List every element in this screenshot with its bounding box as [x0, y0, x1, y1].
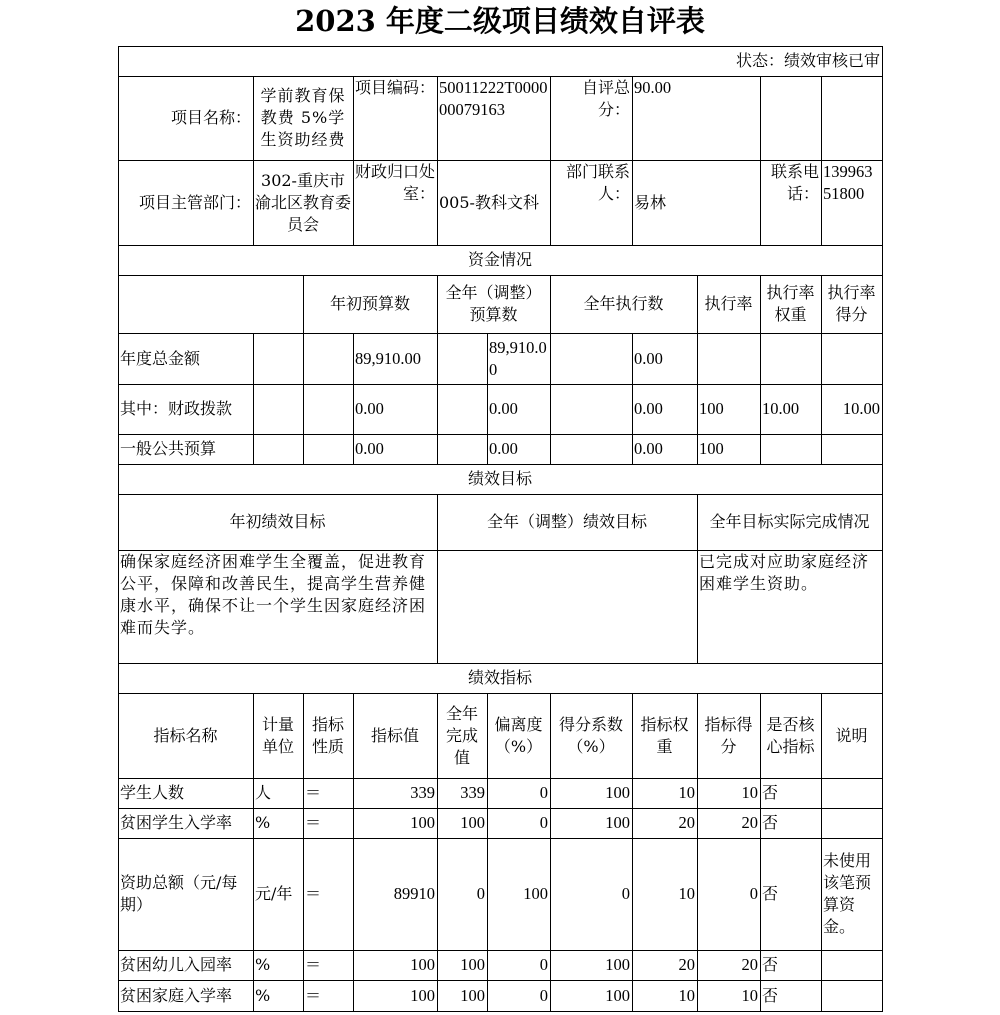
empty-cell [437, 384, 488, 435]
funds-header-initial: 年初预算数 [303, 275, 438, 334]
contact-label: 部门联系人： [550, 160, 633, 246]
finance-value: 005-教科文科 [437, 160, 551, 246]
indicator-done: 100 [437, 950, 488, 981]
indicator-unit: % [253, 950, 304, 981]
indicator-value: 100 [353, 950, 438, 981]
empty-cell [550, 384, 633, 435]
contact-value: 易林 [632, 160, 761, 246]
indicator-note: 未使用该笔预算资金。 [821, 838, 883, 951]
indicator-dev: 100 [487, 838, 551, 951]
indicator-header-done: 全年完成值 [437, 693, 488, 779]
funds-executed-value: 0.00 [632, 434, 698, 465]
funds-header-executed: 全年执行数 [550, 275, 698, 334]
indicator-done: 0 [437, 838, 488, 951]
empty-cell [118, 275, 304, 334]
indicator-note [821, 778, 883, 809]
indicator-header-nature: 指标性质 [303, 693, 354, 779]
goals-header-initial: 年初绩效目标 [118, 494, 438, 551]
goals-actual-text: 已完成对应助家庭经济困难学生资助。 [697, 550, 883, 664]
funds-adjusted-value: 0.00 [487, 434, 551, 465]
indicator-name: 学生人数 [118, 778, 254, 809]
empty-cell [303, 434, 354, 465]
indicator-header-dev: 偏离度（%） [487, 693, 551, 779]
goals-header-adjusted: 全年（调整）绩效目标 [437, 494, 698, 551]
funds-header-score: 执行率得分 [821, 275, 883, 334]
empty-cell [253, 384, 304, 435]
indicator-nature: ＝ [303, 778, 354, 809]
project-name-value: 学前教育保教费 5%学生资助经费 [253, 76, 354, 161]
indicator-weight: 10 [632, 838, 698, 951]
indicator-dev: 0 [487, 980, 551, 1012]
indicator-done: 100 [437, 808, 488, 839]
indicator-score: 10 [697, 778, 761, 809]
goals-adjusted-text [437, 550, 698, 664]
indicator-header-core: 是否核心指标 [760, 693, 822, 779]
indicator-unit: % [253, 980, 304, 1012]
page-title: 2023 年度二级项目绩效自评表 [295, 4, 705, 38]
indicator-dev: 0 [487, 778, 551, 809]
indicator-coef: 100 [550, 950, 633, 981]
indicator-name: 贫困幼儿入园率 [118, 950, 254, 981]
dept-value: 302-重庆市渝北区教育委员会 [253, 160, 354, 246]
indicator-note [821, 950, 883, 981]
funds-weight-value [760, 434, 822, 465]
indicator-name: 贫困学生入学率 [118, 808, 254, 839]
indicator-weight: 20 [632, 950, 698, 981]
status-text: 状态：绩效审核已审 [118, 46, 883, 77]
indicator-core: 否 [760, 778, 822, 809]
indicator-note [821, 980, 883, 1012]
dept-label: 项目主管部门： [118, 160, 254, 246]
indicator-header-coef: 得分系数（%） [550, 693, 633, 779]
project-code-label: 项目编码： [353, 76, 438, 161]
indicator-core: 否 [760, 838, 822, 951]
empty-cell [253, 434, 304, 465]
indicator-done: 339 [437, 778, 488, 809]
indicator-dev: 0 [487, 808, 551, 839]
indicator-header-name: 指标名称 [118, 693, 254, 779]
indicator-note [821, 808, 883, 839]
indicators-section-title: 绩效指标 [118, 663, 883, 694]
indicator-nature: ＝ [303, 838, 354, 951]
goals-initial-text: 确保家庭经济困难学生全覆盖，促进教育公平，保障和改善民生，提高学生营养健康水平，确保不让一个学生因家庭经济困难而失学。 [118, 550, 438, 664]
funds-executed-value: 0.00 [632, 384, 698, 435]
indicator-header-score: 指标得分 [697, 693, 761, 779]
empty-cell [437, 333, 488, 385]
funds-section-title: 资金情况 [118, 245, 883, 276]
funds-rate-value: 100 [697, 434, 761, 465]
empty-cell [550, 333, 633, 385]
indicator-name: 贫困家庭入学率 [118, 980, 254, 1012]
project-name-label: 项目名称： [118, 76, 254, 161]
indicator-nature: ＝ [303, 980, 354, 1012]
funds-score-value [821, 333, 883, 385]
indicator-header-note: 说明 [821, 693, 883, 779]
funds-adjusted-value: 0.00 [487, 384, 551, 435]
indicator-nature: ＝ [303, 808, 354, 839]
empty-cell [253, 333, 304, 385]
indicator-done: 100 [437, 980, 488, 1012]
funds-initial-value: 89,910.00 [353, 333, 438, 385]
funds-weight-value: 10.00 [760, 384, 822, 435]
funds-header-weight: 执行率权重 [760, 275, 822, 334]
indicator-weight: 20 [632, 808, 698, 839]
finance-label: 财政归口处室： [353, 160, 438, 246]
indicator-coef: 100 [550, 778, 633, 809]
indicator-core: 否 [760, 980, 822, 1012]
empty-cell [821, 76, 883, 161]
funds-row-label: 年度总金额 [118, 333, 254, 385]
indicator-score: 20 [697, 950, 761, 981]
indicator-weight: 10 [632, 980, 698, 1012]
score-label: 自评总分： [550, 76, 633, 161]
funds-header-adjusted: 全年（调整）预算数 [437, 275, 551, 334]
indicator-score: 20 [697, 808, 761, 839]
indicator-header-unit: 计量单位 [253, 693, 304, 779]
indicator-value: 89910 [353, 838, 438, 951]
funds-row-label: 其中：财政拨款 [118, 384, 254, 435]
funds-executed-value: 0.00 [632, 333, 698, 385]
empty-cell [550, 434, 633, 465]
funds-initial-value: 0.00 [353, 434, 438, 465]
indicator-header-value: 指标值 [353, 693, 438, 779]
empty-cell [437, 434, 488, 465]
indicator-core: 否 [760, 950, 822, 981]
goals-header-actual: 全年目标实际完成情况 [697, 494, 883, 551]
indicator-coef: 100 [550, 808, 633, 839]
funds-row-label: 一般公共预算 [118, 434, 254, 465]
indicator-coef: 100 [550, 980, 633, 1012]
indicator-dev: 0 [487, 950, 551, 981]
funds-header-rate: 执行率 [697, 275, 761, 334]
indicator-score: 0 [697, 838, 761, 951]
indicator-coef: 0 [550, 838, 633, 951]
score-value: 90.00 [632, 76, 761, 161]
goals-section-title: 绩效目标 [118, 464, 883, 495]
funds-score-value: 10.00 [821, 384, 883, 435]
indicator-header-weight: 指标权重 [632, 693, 698, 779]
funds-score-value [821, 434, 883, 465]
indicator-name: 资助总额（元/每期） [118, 838, 254, 951]
indicator-score: 10 [697, 980, 761, 1012]
empty-cell [303, 384, 354, 435]
funds-initial-value: 0.00 [353, 384, 438, 435]
indicator-unit: 人 [253, 778, 304, 809]
indicator-core: 否 [760, 808, 822, 839]
indicator-value: 339 [353, 778, 438, 809]
funds-adjusted-value: 89,910.00 [487, 333, 551, 385]
funds-rate-value [697, 333, 761, 385]
empty-cell [760, 76, 822, 161]
indicator-unit: % [253, 808, 304, 839]
indicator-nature: ＝ [303, 950, 354, 981]
phone-value: 13996351800 [821, 160, 883, 246]
funds-rate-value: 100 [697, 384, 761, 435]
indicator-weight: 10 [632, 778, 698, 809]
indicator-value: 100 [353, 980, 438, 1012]
indicator-value: 100 [353, 808, 438, 839]
project-code-value: 50011222T000000079163 [437, 76, 551, 161]
funds-weight-value [760, 333, 822, 385]
indicator-unit: 元/年 [253, 838, 304, 951]
empty-cell [303, 333, 354, 385]
phone-label: 联系电话： [760, 160, 822, 246]
